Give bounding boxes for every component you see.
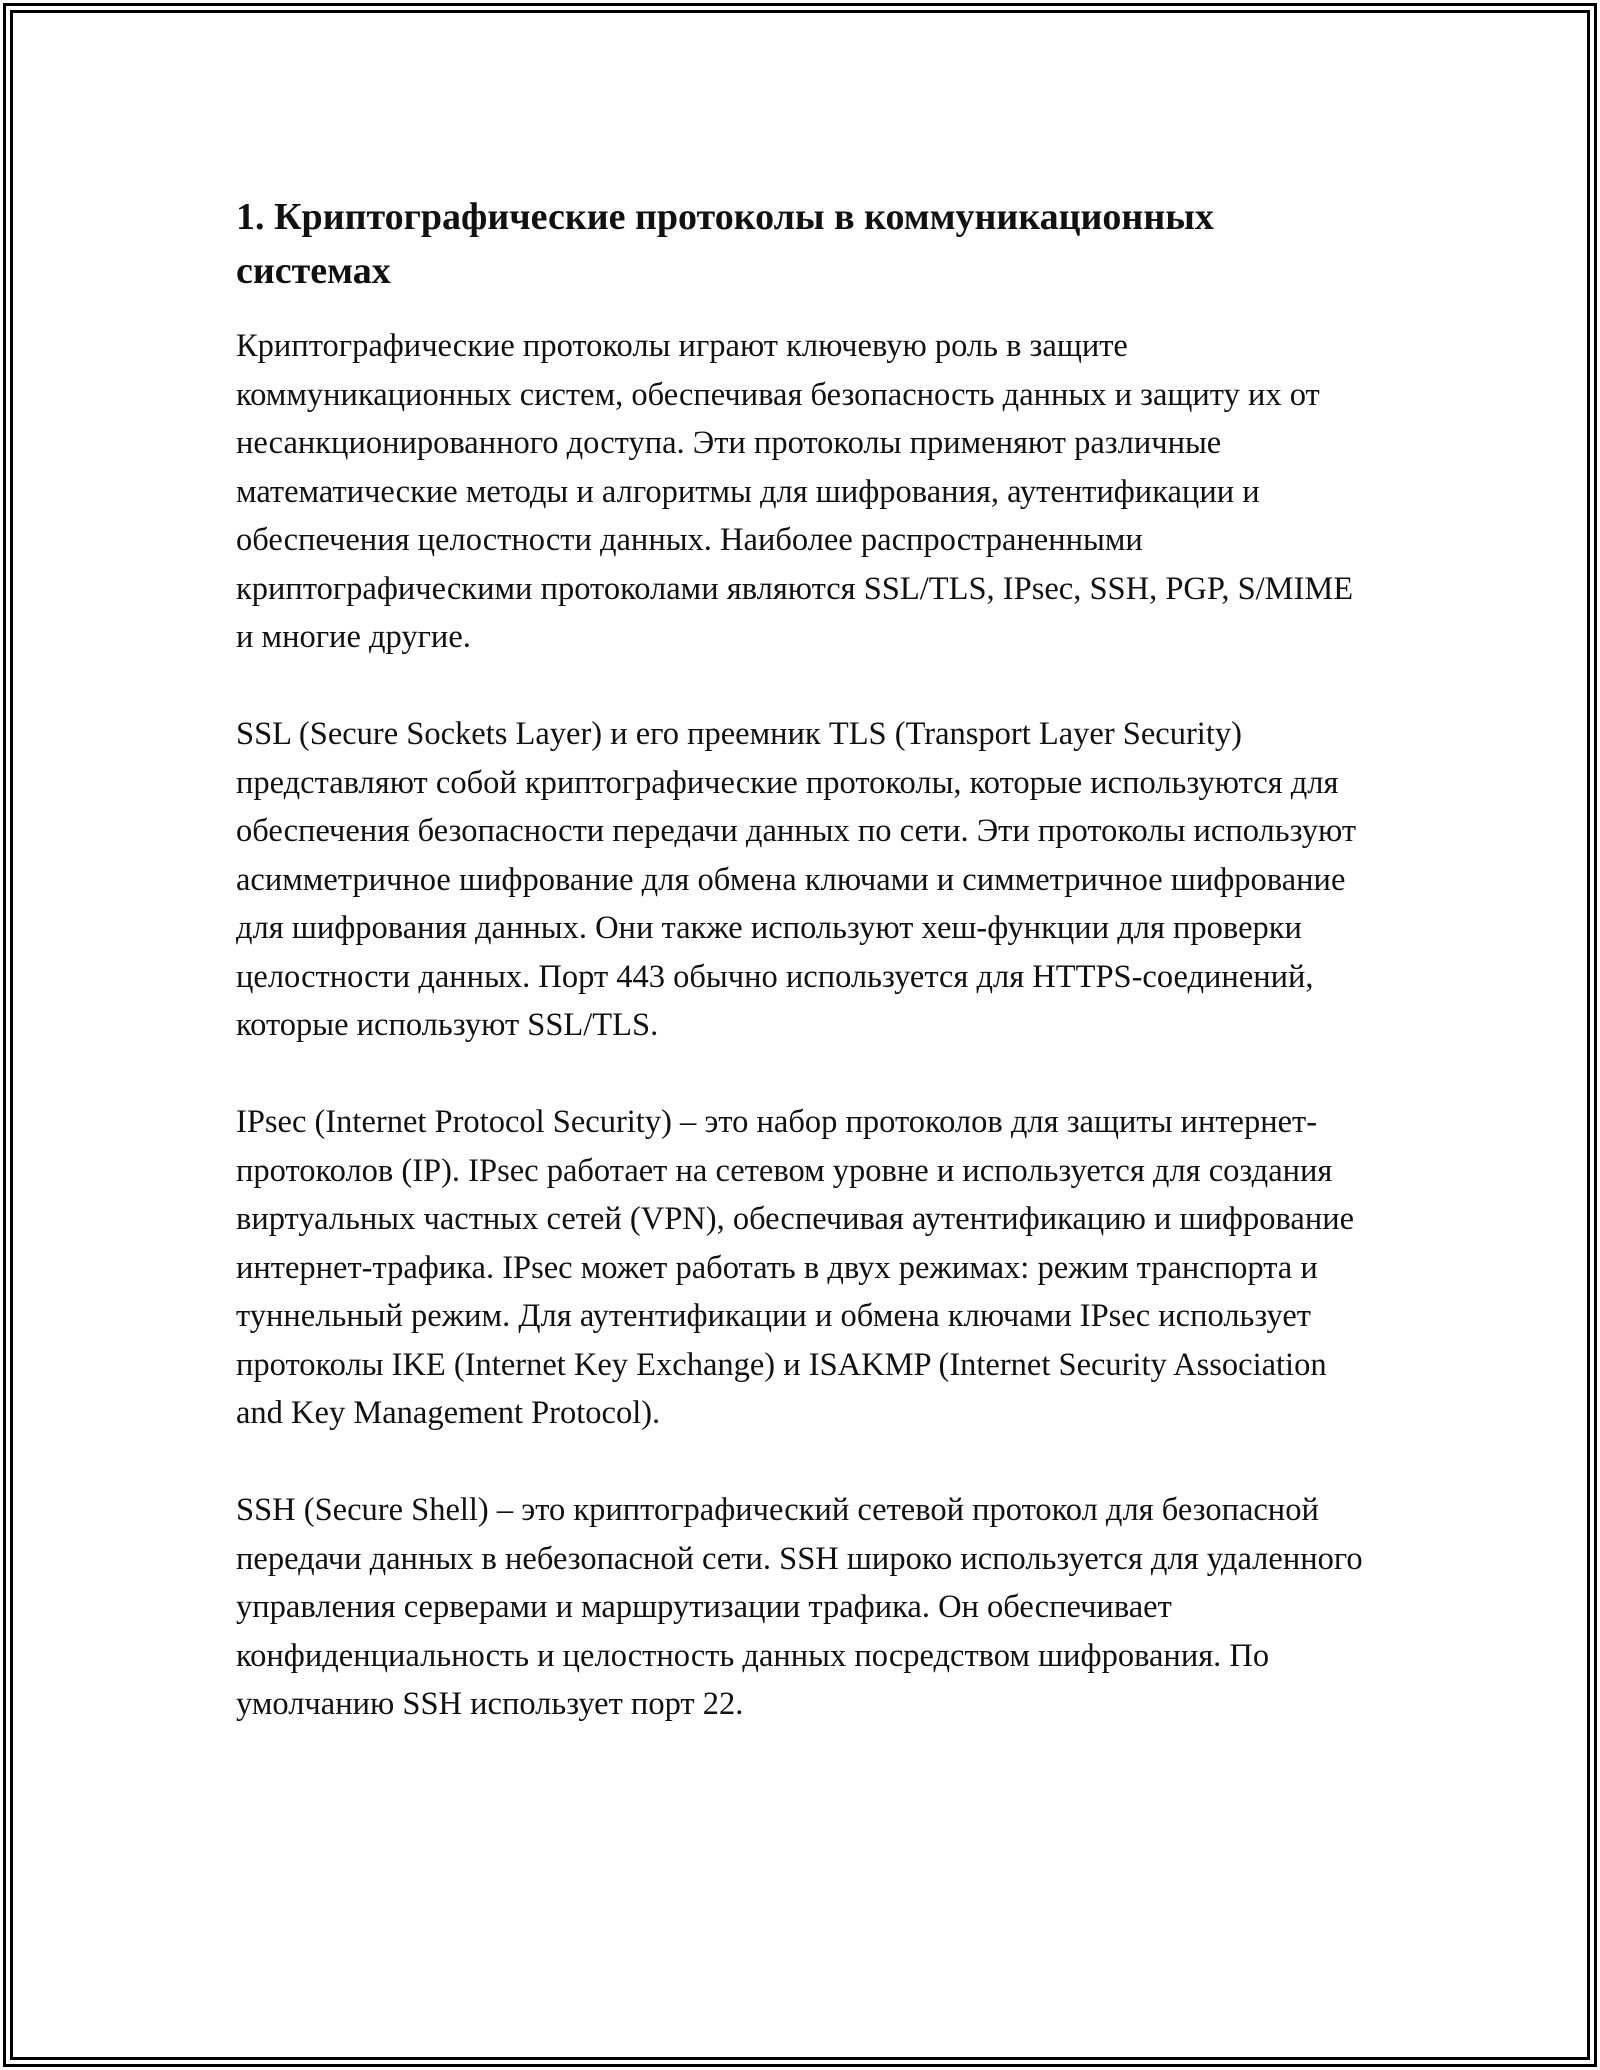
paragraph-ipsec: IPsec (Internet Protocol Security) – это набор протоколов для защиты интернет-протоколов (IP). IPsec работает на сетевом уровне и используется для создания виртуальных частных сетей (VPN), обеспечивая аутентификацию и шифрование интернет-трафика. IPsec может работать в двух режимах: режим транспорта и туннельный режим. Для аутентификации и обмена ключами IPsec использует протоколы IKE (Internet Key Exchange) и ISAKMP (Internet Security Association and Key Management Protocol).: [236, 1104, 1355, 1431]
document-body: [236, 190, 1376, 1777]
paragraph-ssh: SSH (Secure Shell) – это криптографический сетевой протокол для безопасной передачи данных в небезопасной сети. SSH широко используется для удаленного управления серверами и маршрутизации трафика. Он обеспечивает конфиденциальность и целостность данных посредством шифрования. По умолчанию SSH использует порт 22.: [236, 1492, 1363, 1722]
section-heading: 1. Криптографические протоколы в коммуникационных системах: [236, 196, 1214, 292]
paragraph-ssl-tls: SSL (Secure Sockets Layer) и его преемник TLS (Transport Layer Security) представляют собой криптографические протоколы, которые используются для обеспечения безопасности передачи данных по сети. Эти протоколы используют асимметричное шифрование для обмена ключами и симметричное шифрование для шифрования данных. Они также используют хеш-функции для проверки целостности данных. Порт 443 обычно используется для HTTPS-соединений, которые используют SSL/TLS.: [236, 716, 1357, 1043]
paragraph-intro: Криптографические протоколы играют ключевую роль в защите коммуникационных систем, обеспечивая безопасность данных и защиту их от несанкционированного доступа. Эти протоколы применяют различные математические методы и алгоритмы для шифрования, аутентификации и обеспечения целостности данных. Наиболее распространенными криптографическими протоколами являются SSL/TLS, IPsec, SSH, PGP, S/MIME и многие другие.: [236, 328, 1354, 655]
